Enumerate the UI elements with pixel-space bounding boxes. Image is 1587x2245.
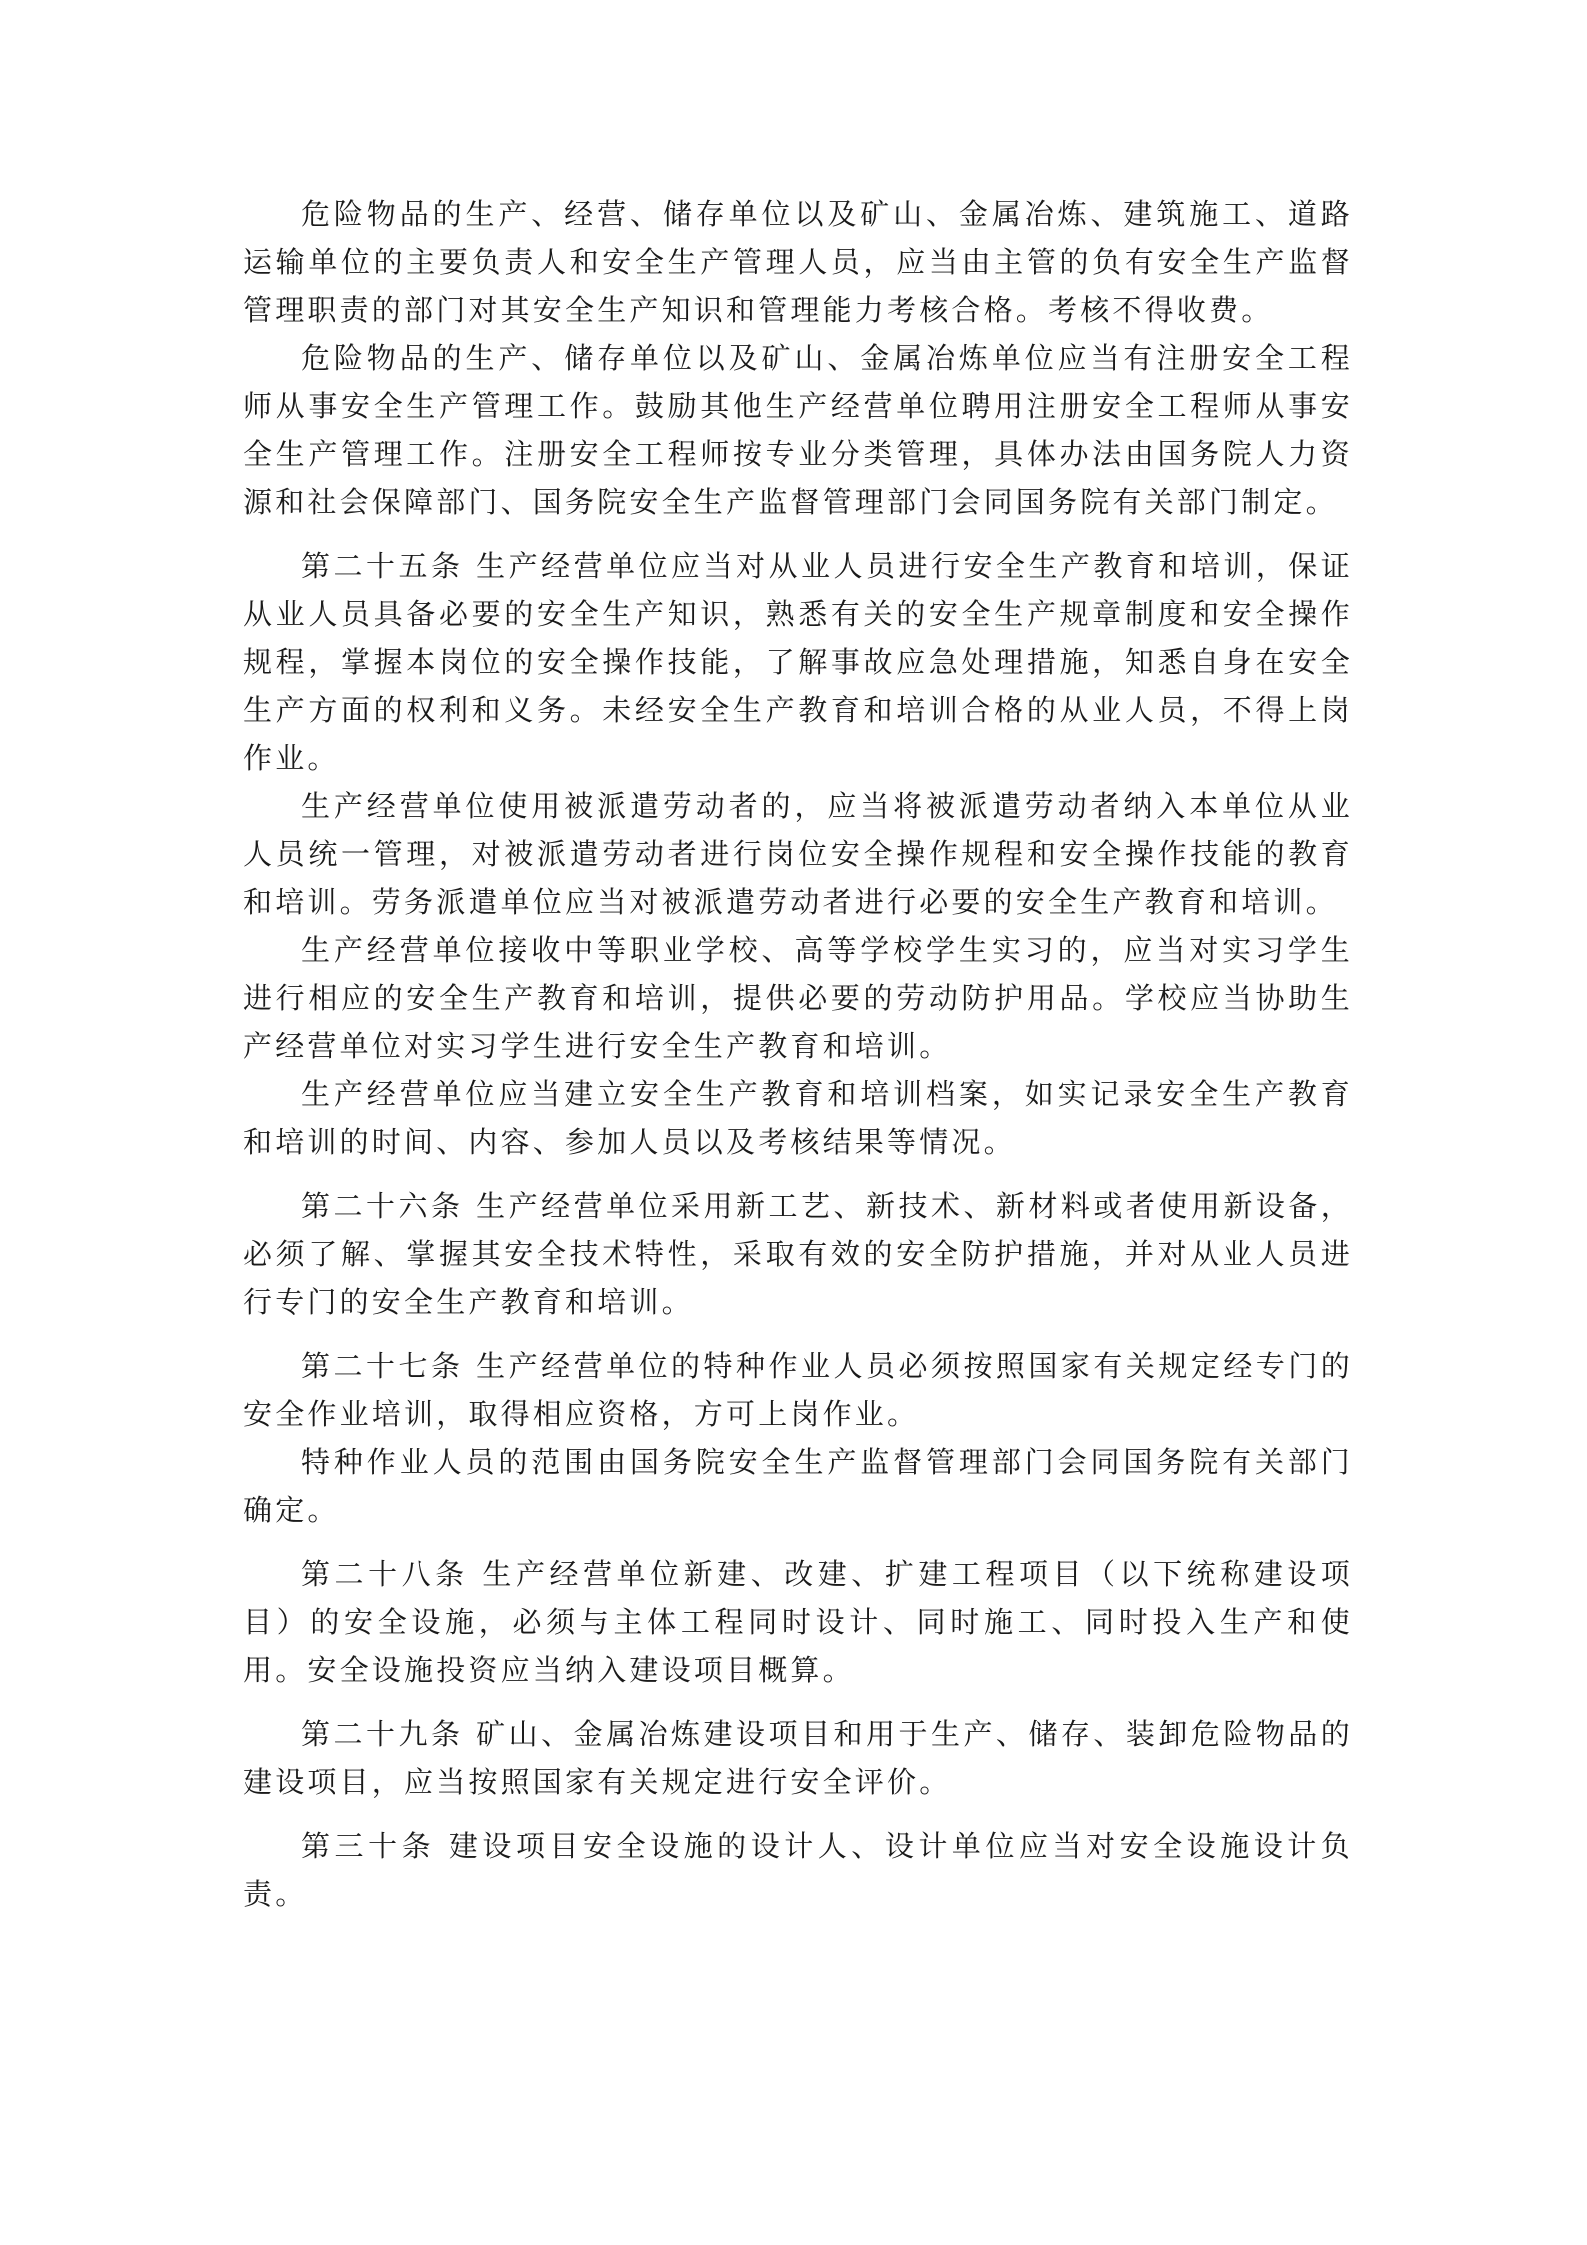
article-27: 第二十七条 生产经营单位的特种作业人员必须按照国家有关规定经专门的安全作业培训，取得相应资格，方可上岗作业。 <box>243 1349 1353 1431</box>
paragraph-2: 危险物品的生产、储存单位以及矿山、金属冶炼单位应当有注册安全工程师从事安全生产管理工作。鼓励其他生产经营单位聘用注册安全工程师从事安全生产管理工作。注册安全工程师按专业分类管理，具体办法由国务院人力资源和社会保障部门、国务院安全生产监督管理部门会同国务院有关部门制定。 <box>243 341 1353 519</box>
article-25: 第二十五条 生产经营单位应当对从业人员进行安全生产教育和培训，保证从业人员具备必要的安全生产知识，熟悉有关的安全生产规章制度和安全操作规程，掌握本岗位的安全操作技能，了解事故应急处理措施，知悉自身在安全生产方面的权利和义务。未经安全生产教育和培训合格的从业人员，不得上岗作业。 <box>243 549 1353 775</box>
paragraph-9: 特种作业人员的范围由国务院安全生产监督管理部门会同国务院有关部门确定。 <box>243 1445 1353 1527</box>
paragraph-6: 生产经营单位应当建立安全生产教育和培训档案，如实记录安全生产教育和培训的时间、内容、参加人员以及考核结果等情况。 <box>243 1077 1353 1159</box>
article-29: 第二十九条 矿山、金属冶炼建设项目和用于生产、储存、装卸危险物品的建设项目，应当按照国家有关规定进行安全评价。 <box>243 1717 1353 1799</box>
article-28: 第二十八条 生产经营单位新建、改建、扩建工程项目（以下统称建设项目）的安全设施，必须与主体工程同时设计、同时施工、同时投入生产和使用。安全设施投资应当纳入建设项目概算。 <box>243 1557 1353 1687</box>
document-body <box>243 190 1353 1918</box>
article-30: 第三十条 建设项目安全设施的设计人、设计单位应当对安全设施设计负责。 <box>243 1829 1353 1911</box>
paragraph-5: 生产经营单位接收中等职业学校、高等学校学生实习的，应当对实习学生进行相应的安全生产教育和培训，提供必要的劳动防护用品。学校应当协助生产经营单位对实习学生进行安全生产教育和培训。 <box>243 933 1353 1063</box>
article-26: 第二十六条 生产经营单位采用新工艺、新技术、新材料或者使用新设备，必须了解、掌握其安全技术特性，采取有效的安全防护措施，并对从业人员进行专门的安全生产教育和培训。 <box>243 1189 1353 1319</box>
paragraph-1: 危险物品的生产、经营、储存单位以及矿山、金属冶炼、建筑施工、道路运输单位的主要负责人和安全生产管理人员，应当由主管的负有安全生产监督管理职责的部门对其安全生产知识和管理能力考核合格。考核不得收费。 <box>243 197 1353 327</box>
paragraph-4: 生产经营单位使用被派遣劳动者的，应当将被派遣劳动者纳入本单位从业人员统一管理，对被派遣劳动者进行岗位安全操作规程和安全操作技能的教育和培训。劳务派遣单位应当对被派遣劳动者进行必要的安全生产教育和培训。 <box>243 789 1353 919</box>
